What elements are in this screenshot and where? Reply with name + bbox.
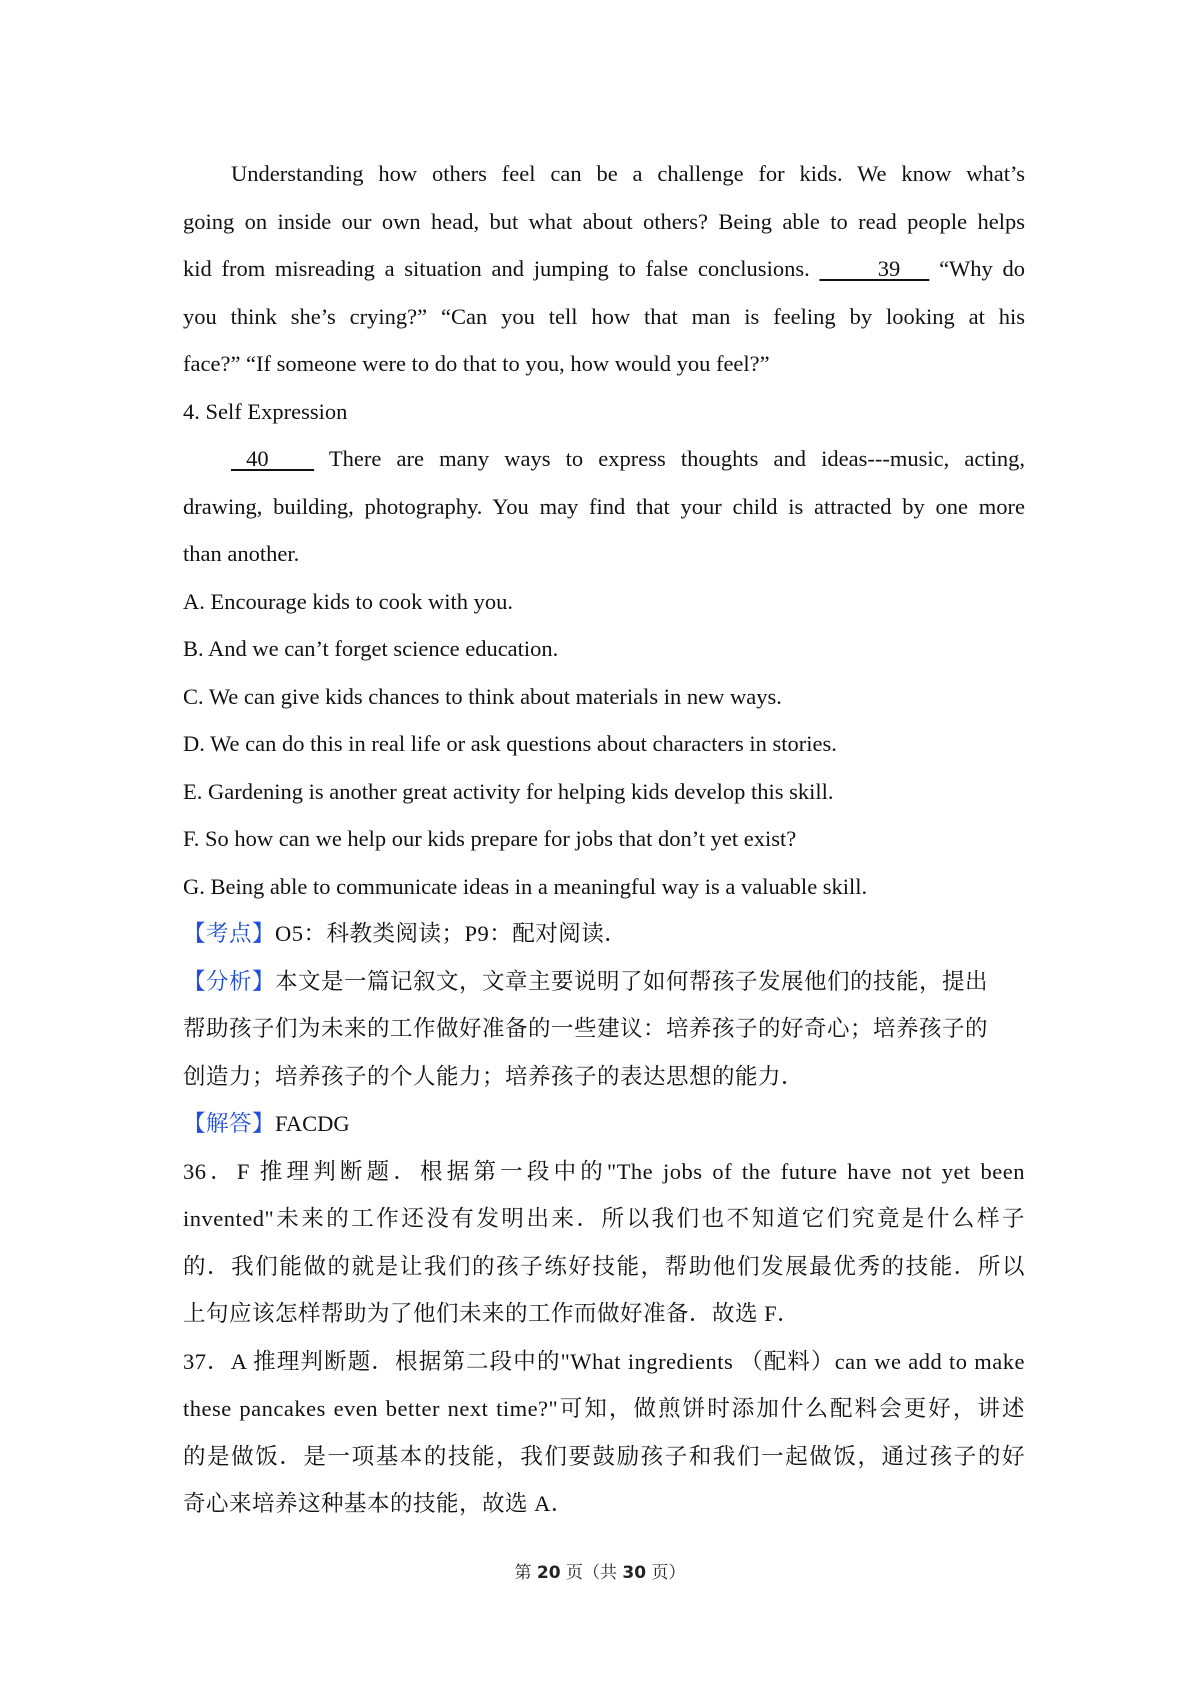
- fenxi-tag: 【分析】: [183, 968, 276, 994]
- answer-36-line: 上句应该怎样帮助为了他们未来的工作而做好准备．故选 F．: [183, 1301, 801, 1326]
- section-heading: 4. Self Expression: [183, 398, 348, 424]
- footer-text: 第: [514, 1563, 537, 1583]
- footer-total-pages: 30: [622, 1563, 647, 1583]
- option-a: A. Encourage kids to cook with you.: [183, 588, 513, 614]
- answer-37-line: these pancakes even better next time?"可知，做煎饼时添加什么配料会更好，讲述: [183, 1396, 1025, 1421]
- passage-line: face?” “If someone were to do that to you, how would you feel?”: [183, 351, 770, 376]
- jieda-text: FACDG: [275, 1111, 350, 1136]
- passage-text: There are many ways to express thoughts and ideas---music, acting,: [328, 446, 1026, 471]
- option-d: D. We can do this in real life or ask questions about characters in stories.: [183, 731, 837, 756]
- answer-37-line: 奇心来培养这种基本的技能，故选 A．: [183, 1491, 574, 1516]
- footer-page-number: 20: [536, 1563, 561, 1583]
- option-e: E. Gardening is another great activity for helping kids develop this skill.: [183, 778, 834, 804]
- answer-37-line: 的是做饭．是一项基本的技能，我们要鼓励孩子和我们一起做饭，通过孩子的好: [183, 1443, 1025, 1469]
- passage-line: drawing, building, photography. You may find that your child is attracted by one more: [183, 493, 1025, 519]
- answer-36-line: 36．F 推理判断题．根据第一段中的"The jobs of the future have not yet been: [183, 1158, 1025, 1184]
- page-footer: [0, 1558, 1200, 1583]
- jieda-tag: 【解答】: [183, 1111, 276, 1136]
- option-f: F. So how can we help our kids prepare for jobs that don’t yet exist?: [183, 826, 797, 851]
- blank-39: 39: [819, 256, 930, 281]
- kaodian-text: O5：科教类阅读；P9：配对阅读．: [275, 921, 628, 946]
- footer-text: 页（共: [560, 1563, 623, 1583]
- kaodian-tag: 【考点】: [183, 921, 276, 946]
- passage-text: “Why do: [939, 256, 1025, 281]
- fenxi-line: 创造力；培养孩子的个人能力；培养孩子的表达思想的能力．: [183, 1063, 805, 1089]
- passage-line: [183, 435, 1025, 483]
- fenxi-line: 帮助孩子们为未来的工作做好准备的一些建议：培养孩子的好奇心；培养孩子的: [183, 1016, 989, 1041]
- passage-line: than another.: [183, 541, 300, 566]
- passage-line: going on inside our own head, but what about others? Being able to read people helps: [183, 208, 1025, 234]
- fenxi-text: 本文是一篇记叙文，文章主要说明了如何帮孩子发展他们的技能，提出: [275, 968, 989, 994]
- option-b: B. And we can’t forget science education.: [183, 636, 559, 661]
- answer-37-line: 37．A 推理判断题．根据第二段中的"What ingredients （配料）can we add to make: [183, 1348, 1025, 1374]
- option-c: C. We can give kids chances to think about materials in new ways.: [183, 683, 782, 709]
- answer-36-line: invented"未来的工作还没有发明出来．所以我们也不知道它们究竟是什么样子: [183, 1206, 1025, 1231]
- passage-line: you think she’s crying?” “Can you tell how that man is feeling by looking at his: [183, 303, 1025, 329]
- jieda-line: [183, 1100, 1025, 1148]
- option-g: G. Being able to communicate ideas in a meaningful way is a valuable skill.: [183, 873, 868, 899]
- passage-text: kid from misreading a situation and jumping to false conclusions.: [183, 256, 810, 281]
- blank-40: 40: [231, 446, 315, 471]
- passage-line: [183, 245, 1025, 293]
- document-page: [183, 150, 1025, 1528]
- kaodian-line: [183, 910, 1025, 958]
- footer-text: 页）: [646, 1563, 686, 1583]
- fenxi-line: [183, 958, 1025, 1006]
- passage-line: Understanding how others feel can be a challenge for kids. We know what’s: [231, 161, 1025, 186]
- answer-36-line: 的．我们能做的就是让我们的孩子练好技能，帮助他们发展最优秀的技能．所以: [183, 1253, 1025, 1279]
